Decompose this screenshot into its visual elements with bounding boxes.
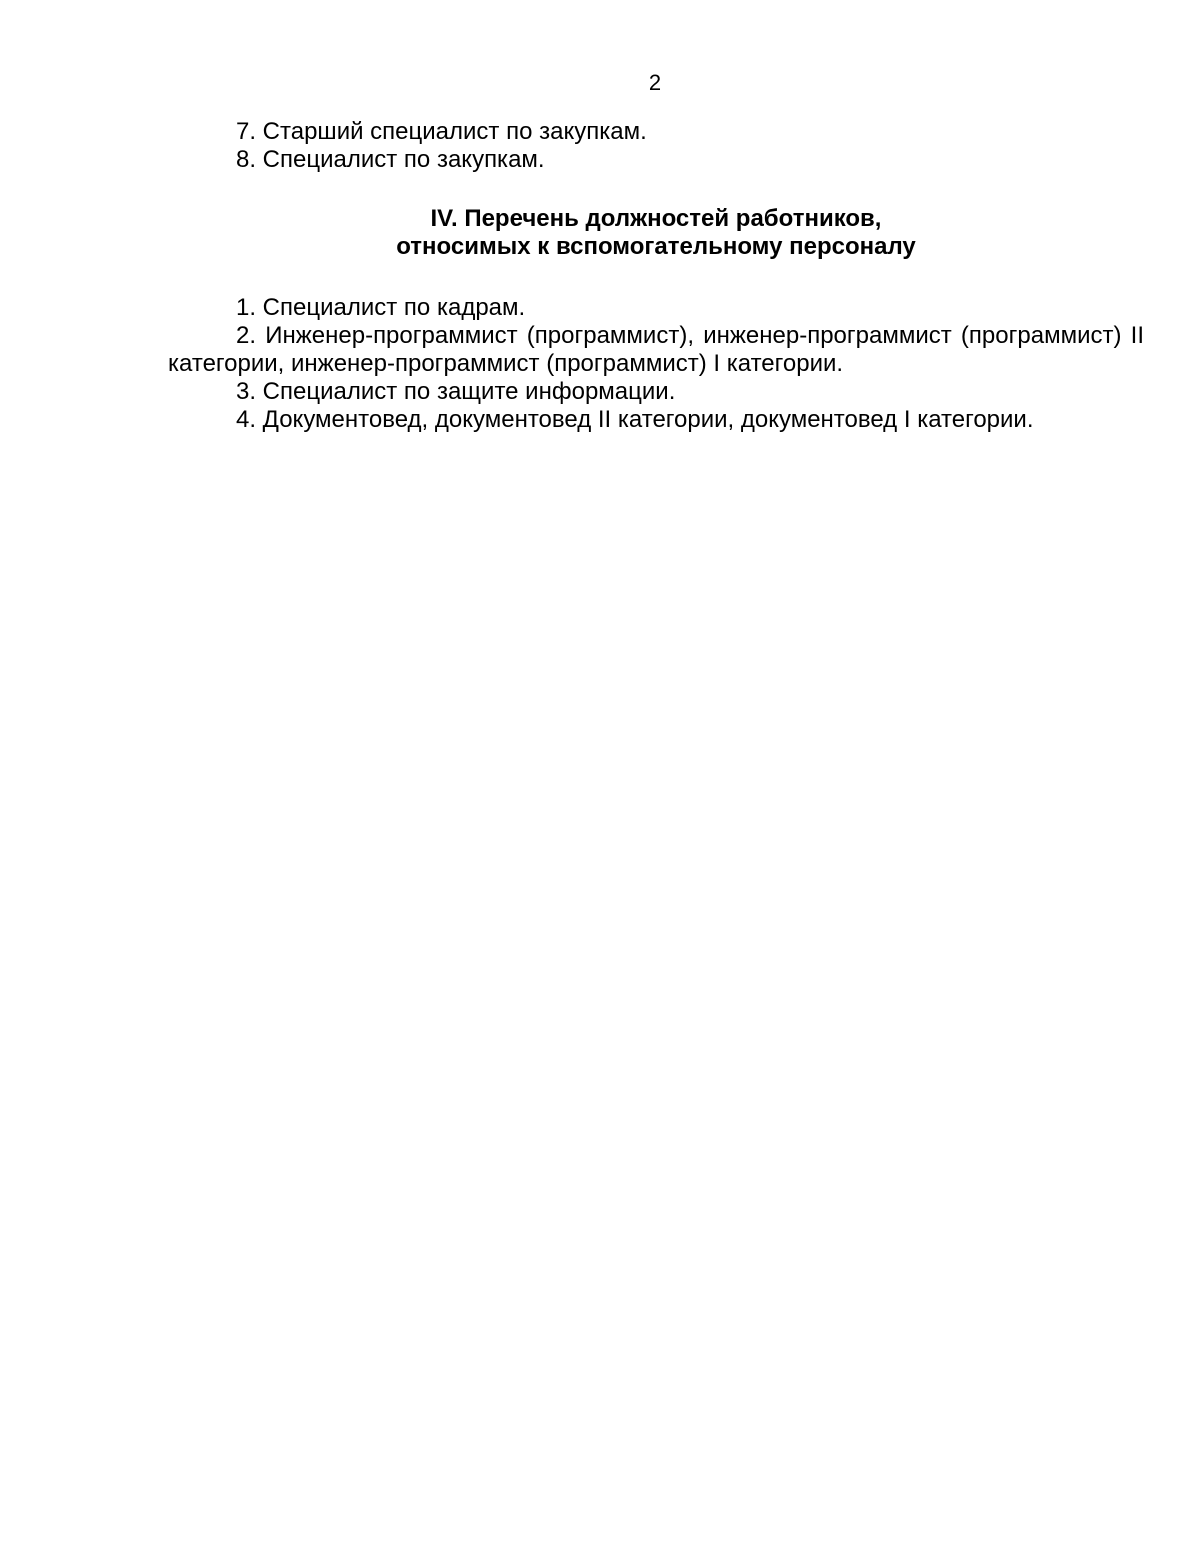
document-body (168, 118, 1144, 434)
list-item: 4. Документовед, документовед II категории, документовед I категории. (236, 406, 1034, 433)
section-heading (168, 205, 1144, 261)
section-heading-line-1: IV. Перечень должностей работников, (430, 205, 882, 232)
list-item: 2. Инженер-программист (программист), инженер-программист (программист) II категории, инженер-программист (программист) I категории. (168, 322, 1144, 377)
list-item: 3. Специалист по защите информации. (236, 378, 676, 405)
list-item: 1. Специалист по кадрам. (236, 294, 526, 321)
section-heading-line-2: относимых к вспомогательному персоналу (396, 233, 916, 260)
list-item: 8. Специалист по закупкам. (236, 146, 545, 173)
page-number: 2 (648, 70, 662, 95)
list-item: 7. Старший специалист по закупкам. (236, 118, 647, 145)
